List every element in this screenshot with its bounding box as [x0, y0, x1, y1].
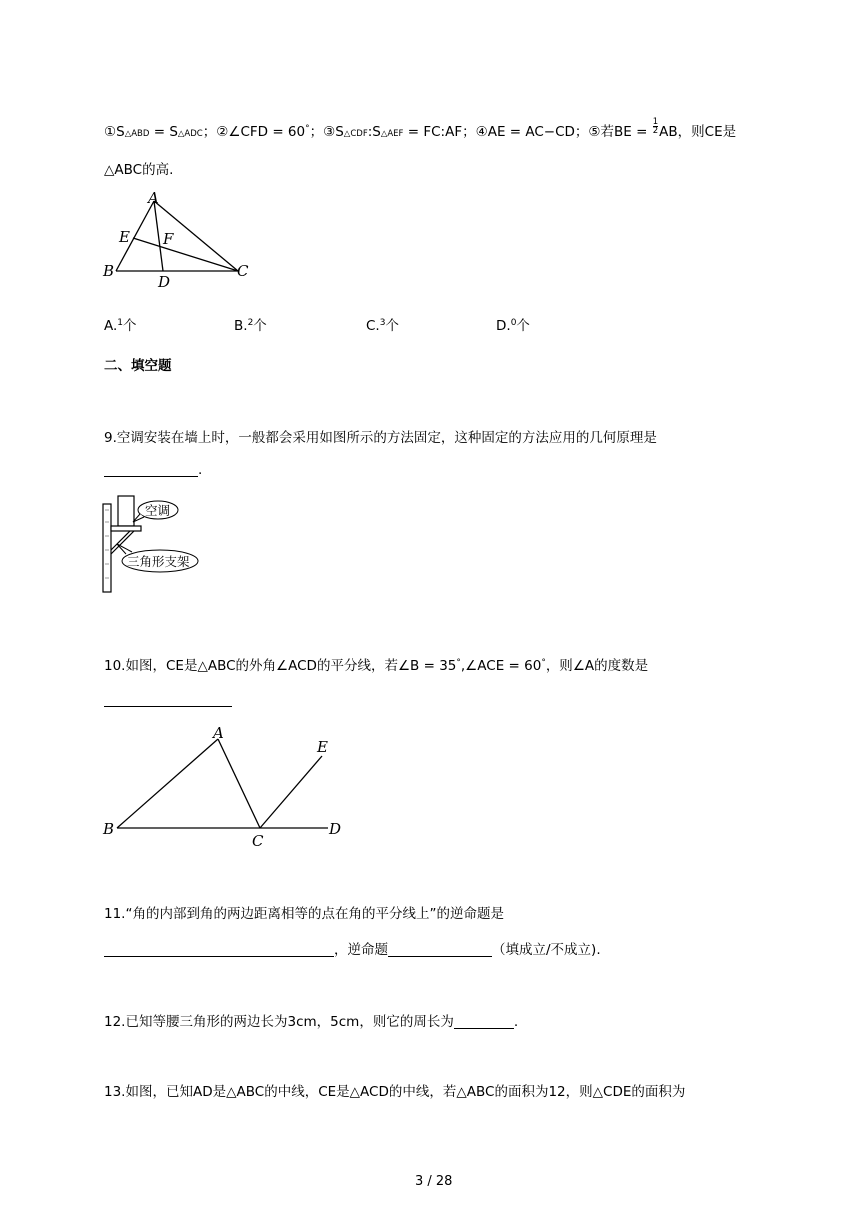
label-e: E — [317, 738, 328, 756]
q9-blank[interactable] — [104, 462, 198, 477]
q11-blank-valid[interactable] — [388, 942, 492, 957]
q9-air-conditioner-figure — [100, 492, 210, 598]
section-heading: 二、填空题 — [104, 358, 172, 374]
label-b: B — [103, 820, 115, 838]
label-d: D — [158, 273, 171, 291]
option-d[interactable]: D.$^0$个 — [496, 318, 530, 334]
q10-blank[interactable] — [104, 692, 232, 707]
label-f: F — [163, 230, 174, 248]
q9-text: 9.空调安装在墙上时，一般都会采用如图所示的方法固定，这种固定的方法应用的几何原理是 — [104, 430, 657, 446]
option-b[interactable]: B.$^2$个 — [234, 318, 267, 334]
q10-answer-line — [104, 692, 232, 708]
q8-statement-end: △ABC的高. — [104, 162, 174, 178]
q11-answer-line: ，逆命题 （填成立/不成立). — [104, 938, 601, 958]
q8-statements-line: ①S△ABD = S△ADC；②∠CFD = 60°；③S△CDF:S△AEF = FC:AF；④AE = AC−CD；⑤若BE = $\frac{1}{2}$ AB，则CE是 — [104, 117, 737, 140]
label-c: C — [252, 832, 264, 850]
one-half-fraction: $\frac{1}{2}$ — [652, 117, 659, 136]
label-a: A — [148, 189, 159, 207]
q11-blank-converse[interactable] — [104, 942, 334, 957]
q12-blank[interactable] — [454, 1014, 514, 1029]
q10-exterior-angle-figure — [100, 722, 350, 852]
label-c: C — [237, 262, 249, 280]
q9-answer-line: . — [104, 462, 202, 478]
q13-text: 13.如图，已知AD是△ABC的中线，CE是△ACD的中线，若△ABC的面积为12，则△CDE的面积为 — [104, 1084, 686, 1100]
q10-text: 10.如图，CE是△ABC的外角∠ACD的平分线，若∠B = 35°,∠ACE = 60°，则∠A的度数是 — [104, 658, 649, 674]
label-a: A — [213, 724, 224, 742]
q12-text: 12.已知等腰三角形的两边长为3cm，5cm，则它的周长为 . — [104, 1014, 519, 1030]
bubble-triangle-bracket: 三角形支架 — [127, 554, 190, 569]
label-e: E — [119, 228, 130, 246]
page-number: 3 / 28 — [415, 1174, 453, 1189]
label-b: B — [103, 262, 115, 280]
label-d: D — [329, 820, 342, 838]
q11-text: 11.“角的内部到角的两边距离相等的点在角的平分线上”的逆命题是 — [104, 906, 504, 922]
option-c[interactable]: C.$^3$个 — [366, 318, 399, 334]
q8-triangle-figure — [100, 190, 270, 290]
bubble-air-conditioner: 空调 — [145, 503, 171, 518]
option-a[interactable]: A.$^1$个 — [104, 318, 137, 334]
